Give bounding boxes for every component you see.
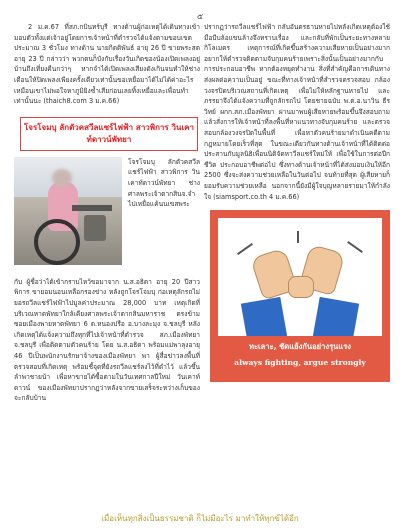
intro-paragraph: 2 ม.ค.67 ที่สภ.กบินทร์บุรี ทางด้านผู้ก่อเหตุได้เดินทางเข้ามอบตัวทั้งแต่เจ้าอยู่โดยการเจ้าหน้าที่ตำรวจได้แจ้งตามขอบเขตประมาณ 3 ชั่วโมง ทางด้าน นายกิตติพันธ์ อายุ 26 ปี ขายพระสด อายุ 23 ปี กล่าวว่า พวกตนก็บังกับเรื่องวันเกิดของน้องเปิดเพลงอยู่บ้านถึงเที่ยงคืนกว่าๆ หากจำได้เปิดเพลงเสียงดังเกินจนทำให้ช่างเตือนให้ปิดเพลงเพียงครั้งเดียวเท่านั้นขอเหยื่อมาได้ไม่ได้ค่าอะไร เหมือนเขาไม่พอใจหาภูมิยิงซ้ำเสียก่อนเลยทิ้งเหยื่อและเพื่อนทำเท่านั้นนะ (thaich8.com 3 ม.ค.66) — [14, 23, 200, 106]
illustration-caption-english: always fighting, argue strongly — [234, 358, 366, 368]
left-column — [14, 22, 200, 404]
photo-row — [14, 157, 200, 277]
right-column — [204, 22, 390, 382]
article-body-left: กับ ผู้ชื่อว่าได้เข้ากราบไหว้ขอมาจาก น.ส.อธิดา อายุ 20 ปีสาวพิการ ขายอมนอนเหลือกรองข่าง หลังถูกโจรโจมบุ ก่อเหตุลักรถไม่ยอรถวีลแชร์ไฟฟ้าไปมูลค่าประมาณ 28,000 บาท เหตุเกิดที่บริเวณหาดพัทยาใกล้เคียงศาลพระเจ้าตากสินมหาราช ตรงข้ามซอยเมืองพายหาดพัทยา 6 ต.หนองปรือ อ.บางละมุง จ.ชลบุรี หลังเกิดเหตุได้แจ้งความถึงทุกที่ไปเจ้าหน้าที่ตำรวจ สภ.เมืองพัทยา จ.ชลบุรี เพื่อติดตามตัวคนร้าย โดย น.ส.อธิดา พร้อมแม่พาลุงอายุ 46 ปีเป็นพนักงานรักษาจ้างของเมืองพัทยา พา ผู้สื่อข่าวลงพื้นที่ตรวจสอบที่เกิดเหตุ พร้อมชี้จุดที่ยังรถวีลแชร์ลงไว้ที่ดำไว้ แล้วขึ้นลำพาชายน้า เพื่อหาขายได้ซื้อตามในวันเทศกาลปีใหม่ วันเคาท์ดาวน์ ของเมืองพัทยาปรากฏว่าหลังจากขายเสร็จระหว่างเก็บของจะกลับบ้าน — [14, 277, 200, 403]
blurred-face — [52, 169, 72, 187]
wheelchair-wheel-icon — [34, 219, 80, 265]
fighting-hands-illustration — [218, 218, 382, 336]
page-number: ๕ — [196, 12, 204, 21]
fist-icon — [288, 276, 314, 298]
article-headline: โจรโจมบุ ลักตัวคสวีลแชร์ไฟฟ้า สาวพิการ วินเคาท์ดาวน์พัทยา — [20, 117, 198, 151]
page-footer-quote: เมื่อเห็นทุกสิ่งเป็นธรรมชาติ ก็ไม่มีอะไร มาทำให้ทุกข์ได้อีก — [101, 514, 299, 523]
article-body-right: ปรากฏว่ารถวีลแชร์ไฟฟ้า กลับอันตรธานหายไปหลังเกิดเหตุต้องใช้มือบีบล้อแขนล้างจึงทราบเรื่อง และกลับที่พักเป็นระยะทางหลายกิโลเมตร เหตุการณ์ที่เกิดขึ้นสร้างความเสียหายเป็นอย่างมาก อยากให้ตำรวจติดตามจับกุมคนร้ายเพราะสิ่งนั้นเป็นอย่างมากกับการประกอบอาชีพ หากต้องหยุดทำงาน สิ่งที่สำคัญคือการเดินทาง ส่งผลต่อความเป็นอยู่ ขณะที่ทางเจ้าหน้าที่สำรวจตรวจสอบ กล้องวงจรปิดบริเวณสถานที่เกิดเหตุ เพื่อไม่ให้หลักฐานหายไป และภรรยาจึงได้แจ้งความที่ถูกลักรถไป โดยชายฉบับ พ.ต.อ.นาวิน ธีรวิทย์ ผกก.สภ.เมืองพัทยา ผ่านมาพบผู้เสียหายพร้อมขึ้นจึงสอบถามแล้วสั่งการให้เจ้าหน้าที่ลงพื้นที่หาแนวทางจับกุมคนร้าย และตรวจสอบกล้องวงจรปิดในพื้นที่ เพื่อหาตัวคนร้ายมาดำเนินคดีตามกฎหมายโดยเร็วที่สุด ในขณะเดียวกันทางด้านเจ้าหน้าที่ได้ติดต่อประสานกับมูลนิธิเพื่อนนิติจัดหาวีลแชร์ใหม่ให้ เพื่อใช้ในการต่อปีกชีวิต ประกอบอาชีพต่อไป ซึ่งทางด้านเจ้าหน้าที่ได้ส่งมอบเงินให้อีก 2500 ซึ่งจะส่งความช่วยเหลือในวันต่อไป จนท้ายที่สุด ผู้เสียหายก็ยอมรับความช่วยเหลือ นอกจากนี้ยังมีผู้ใจบุญหลายรายมาให้กำลังใจ (siamsport.co.th 4 ม.ค.66) — [204, 23, 390, 201]
wheelchair-photo — [14, 157, 122, 265]
sign-language-illustration — [210, 210, 390, 382]
photo-side-text: โจรโจมบุ ลักตัวคสวีลแชร์ไฟฟ้า สาวพิการ วินเคาท์ดาวน์พัทยา ช่างศาลพระเจ้าตากสินจ.จำไปเหยื่อแค้นนเขสพระ — [128, 157, 200, 209]
illustration-caption-thai: ทะเลาะ, ชัดแย้งกันอย่างรุนแรง — [248, 342, 352, 352]
